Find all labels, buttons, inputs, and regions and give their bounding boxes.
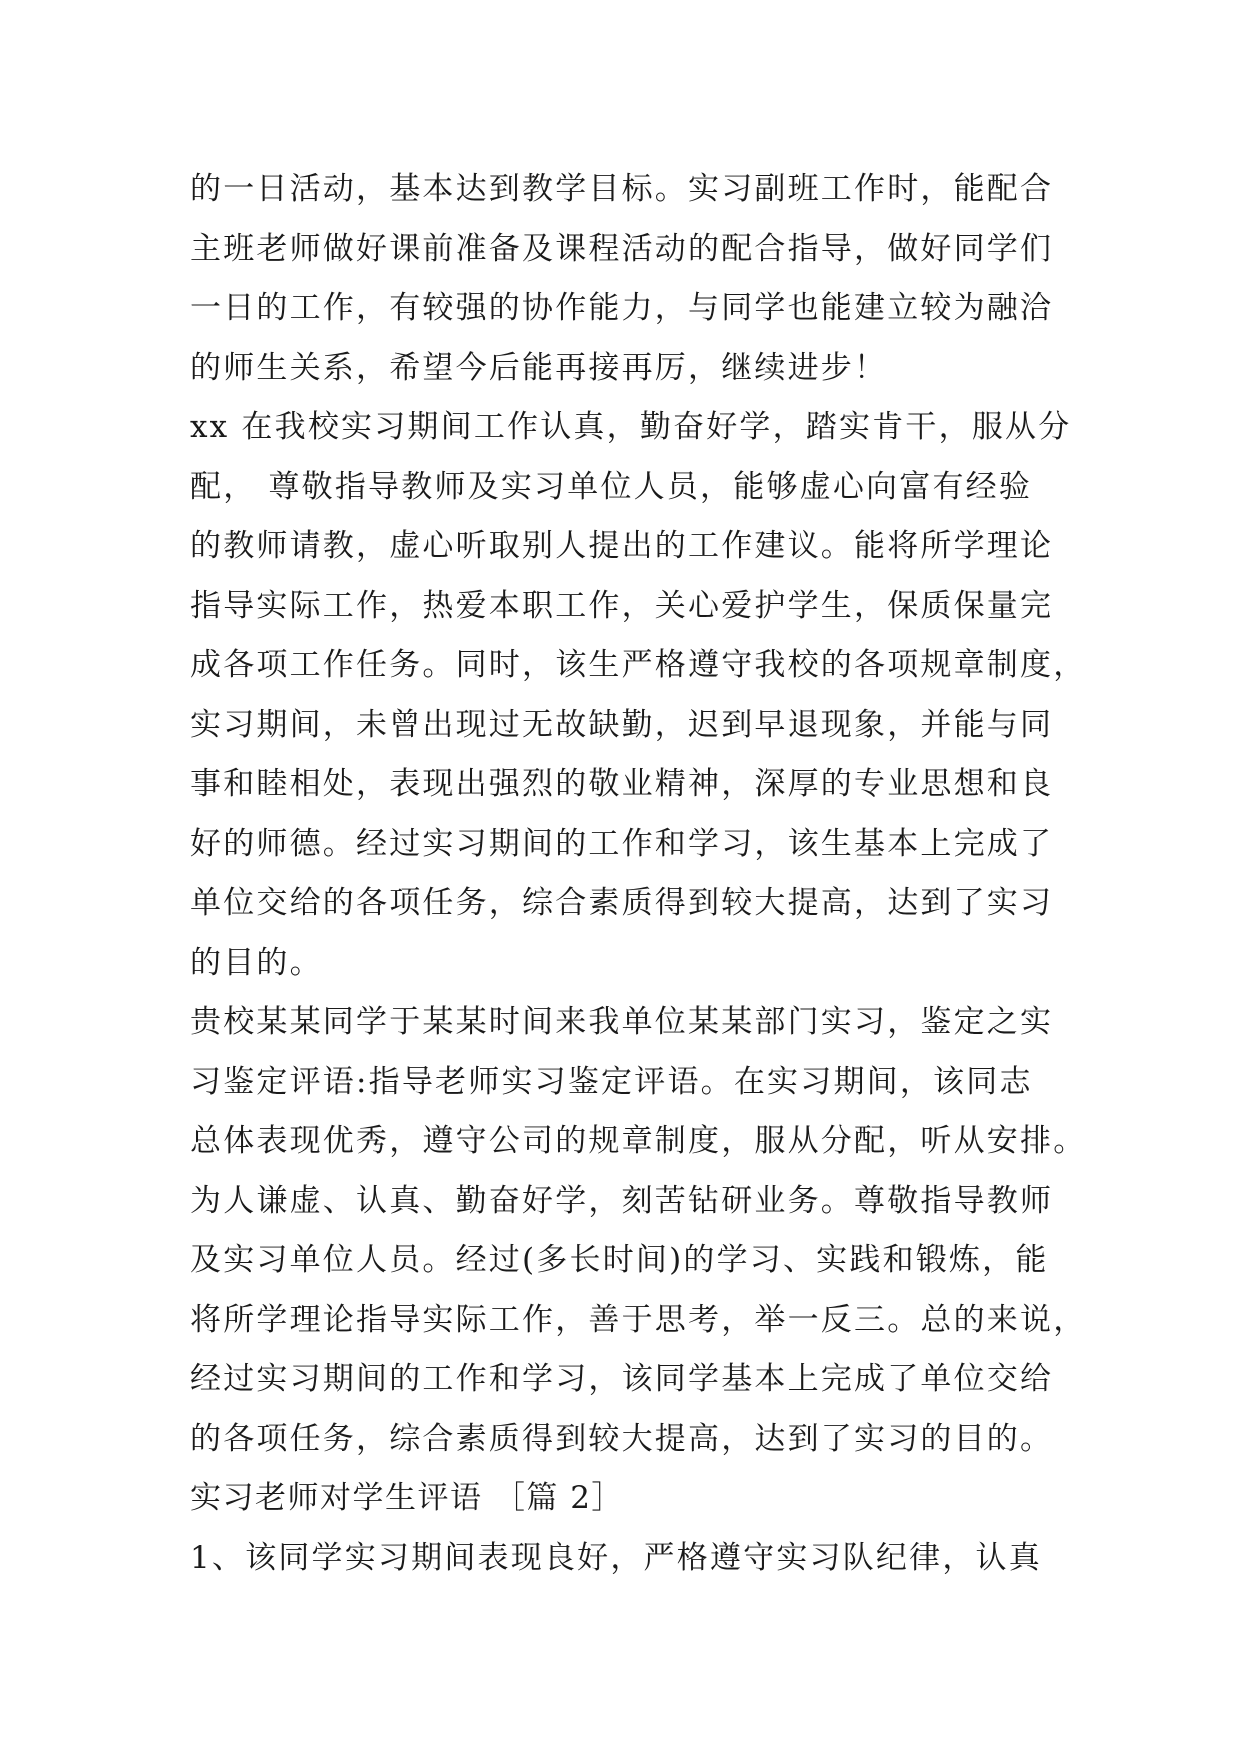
- text-line: 一日的工作，有较强的协作能力，与同学也能建立较为融洽: [190, 290, 1054, 326]
- text-line: xx 在我校实习期间工作认真，勤奋好学，踏实肯干，服从分: [190, 409, 1072, 445]
- text-line: 将所学理论指导实际工作，善于思考，举一反三。总的来说，: [190, 1301, 1087, 1338]
- document-body: [190, 160, 1087, 1588]
- text-line: 指导实际工作，热爱本职工作，关心爱护学生，保质保量完: [190, 587, 1054, 624]
- text-line: 为人谦虚、认真、勤奋好学，刻苦钻研业务。尊敬指导教师: [190, 1182, 1054, 1219]
- text-line: 贵校某某同学于某某时间来我单位某某部门实习，鉴定之实: [190, 1004, 1054, 1040]
- text-line: 习鉴定评语:指导老师实习鉴定评语。在实习期间，该同志: [190, 1063, 1033, 1100]
- text-line: 的目的。: [190, 944, 323, 981]
- text-line: 单位交给的各项任务，综合素质得到较大提高，达到了实习: [190, 885, 1054, 921]
- text-line: 主班老师做好课前准备及课程活动的配合指导，做好同学们: [190, 230, 1054, 267]
- section-heading: 实习老师对学生评语 ［篇 2］: [190, 1480, 624, 1516]
- text-line: 的一日活动，基本达到教学目标。实习副班工作时，能配合: [190, 171, 1054, 207]
- text-line: 1、该同学实习期间表现良好，严格遵守实习队纪律，认真: [190, 1539, 1042, 1576]
- text-line: 事和睦相处，表现出强烈的敬业精神，深厚的专业思想和良: [190, 766, 1054, 802]
- text-line: 配， 尊敬指导教师及实习单位人员，能够虚心向富有经验: [190, 468, 1033, 505]
- text-line: 及实习单位人员。经过(多长时间)的学习、实践和锻炼，能: [190, 1242, 1049, 1278]
- text-line: 的教师请教，虚心听取别人提出的工作建议。能将所学理论: [190, 528, 1054, 564]
- text-line: 经过实习期间的工作和学习，该同学基本上完成了单位交给: [190, 1361, 1054, 1397]
- text-line: 的各项任务，综合素质得到较大提高，达到了实习的目的。: [190, 1420, 1054, 1457]
- text-line: 成各项工作任务。同时，该生严格遵守我校的各项规章制度，: [190, 647, 1087, 683]
- text-line: 好的师德。经过实习期间的工作和学习，该生基本上完成了: [190, 825, 1054, 862]
- text-line: 的师生关系，希望今后能再接再厉，继续进步！: [190, 349, 888, 386]
- text-line: 总体表现优秀，遵守公司的规章制度，服从分配，听从安排。: [190, 1123, 1087, 1159]
- text-line: 实习期间，未曾出现过无故缺勤，迟到早退现象，并能与同: [190, 706, 1054, 743]
